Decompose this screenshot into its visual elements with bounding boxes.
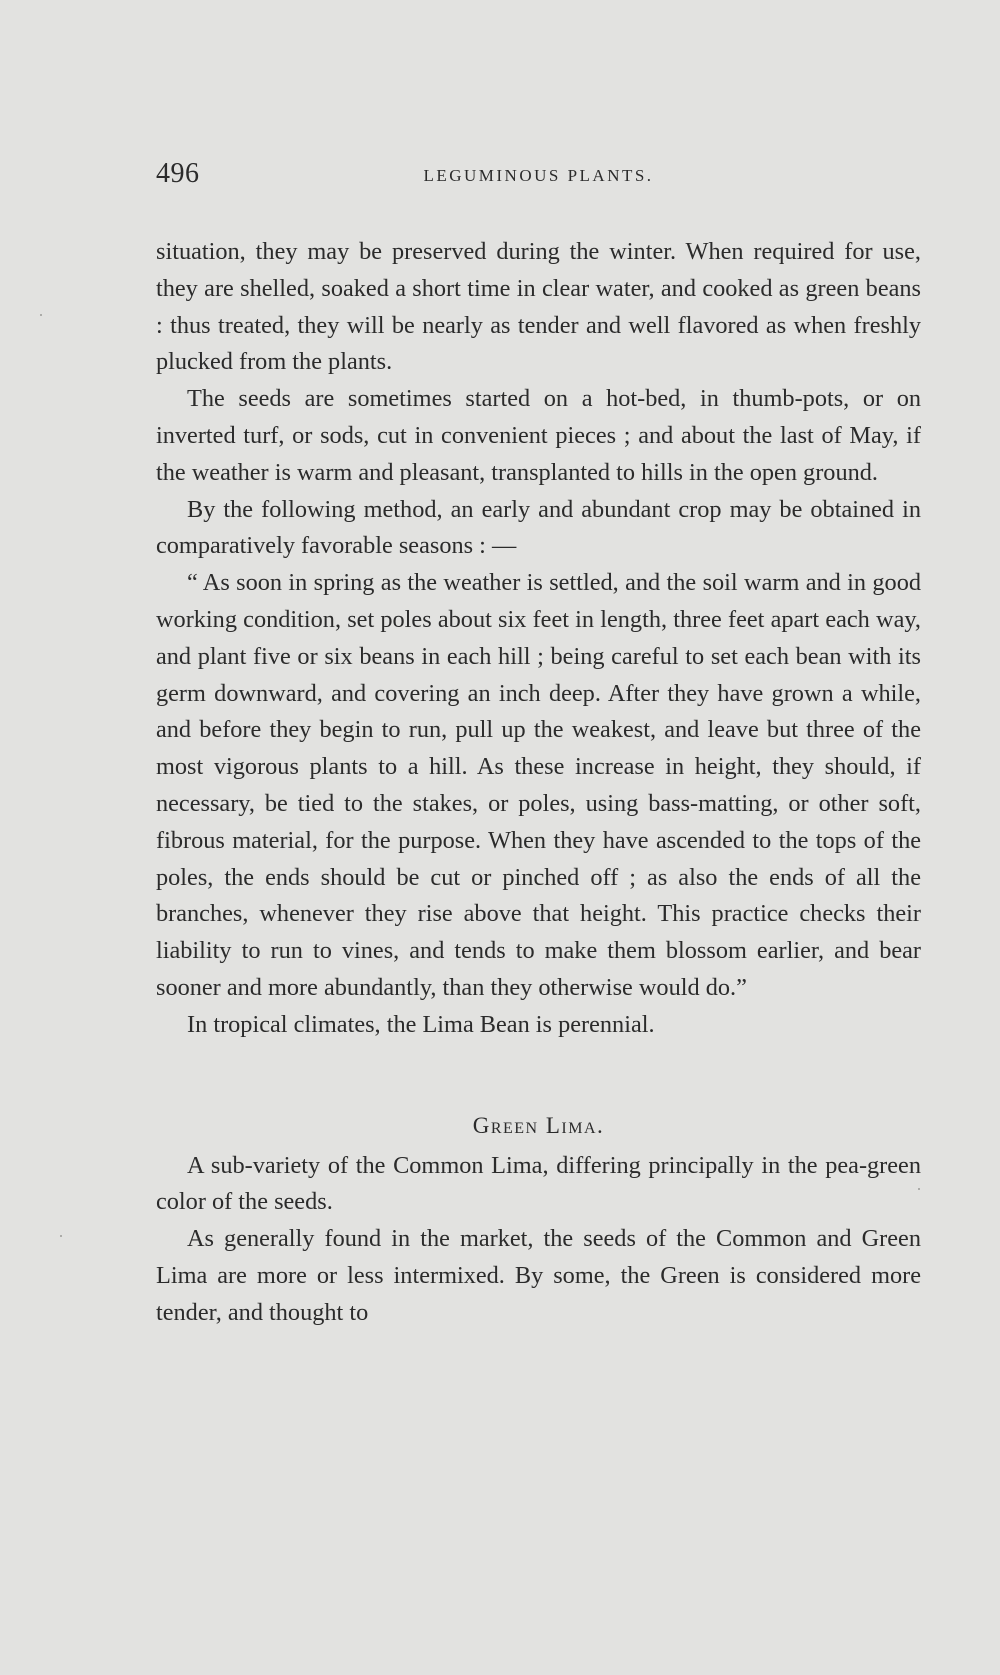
paragraph-sub-variety: A sub-variety of the Common Lima, differing principally in the pea-green color of the seeds. [156, 1151, 921, 1216]
paragraph-quoted-method: “ As soon in spring as the weather is settled, and the soil warm and in good working condition, set poles about six feet in length, three feet apart each way, and plant five or six beans in each hill ; being careful to set each bean with its germ downward, and covering an inch deep. After they have grown a while, and before they begin to run, pull up the weakest, and leave but three of the most vigorous plants to a hill. As these increase in height, they should, if necessary, be tied to the stakes, or poles, using bass-matting, or other soft, fibrous material, for the purpose. When they have ascended to the tops of the poles, the ends should be cut or pinched off ; as also the ends of all the branches, whenever they rise above that height. This practice checks their liability to run to vines, and tends to make them blossom earlier, and bear sooner and more abundantly, than they otherwise would do.” [156, 569, 921, 1001]
paper-speck [40, 314, 42, 316]
page-header [156, 158, 921, 198]
page-number: 496 [156, 158, 200, 189]
paragraph-tropical: In tropical climates, the Lima Bean is perennial. [187, 1010, 655, 1038]
paper-speck [60, 1235, 62, 1237]
paragraph-hot-bed: The seeds are sometimes started on a hot-bed, in thumb-pots, or on inverted turf, or sods, cut in convenient pieces ; and about the last of May, if the weather is warm and pleasant, transplanted to hills in the open ground. [156, 385, 921, 486]
paragraph-market: As generally found in the market, the seeds of the Common and Green Lima are more or less intermixed. By some, the Green is considered more tender, and thought to [156, 1225, 921, 1326]
paragraph-continuation: situation, they may be preserved during the winter. When required for use, they are shelled, soaked a short time in clear water, and cooked as green beans : thus treated, they will be nearly as tender and well flavored as when freshly plucked from the plants. [156, 238, 921, 376]
running-title: LEGUMINOUS PLANTS. [423, 166, 654, 185]
paragraph-method-intro: By the following method, an early and abundant crop may be obtained in comparatively favorable seasons : — [156, 495, 921, 560]
section-heading-green-lima: Green Lima. [472, 1112, 605, 1138]
page-body [156, 234, 921, 1332]
paper-speck [918, 1188, 920, 1190]
